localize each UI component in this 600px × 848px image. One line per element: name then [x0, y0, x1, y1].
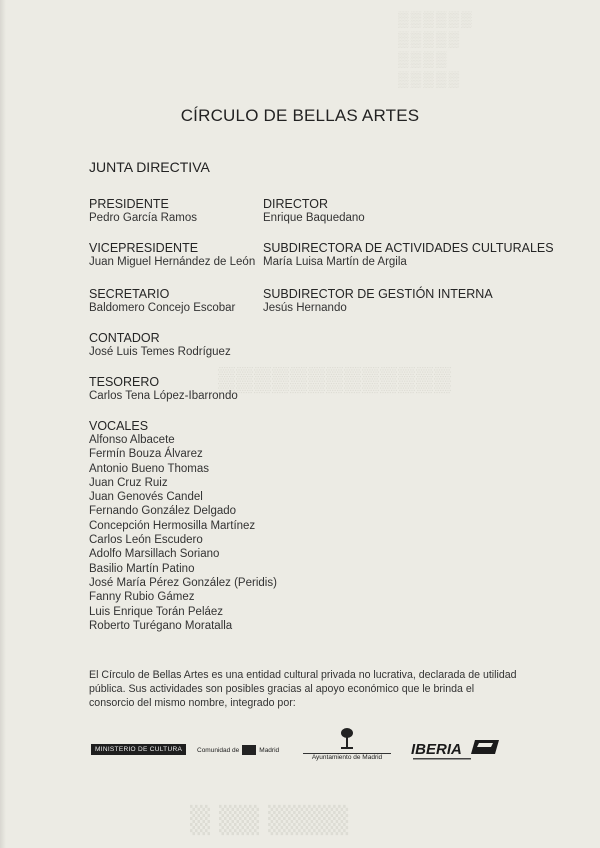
role-label: PRESIDENTE	[89, 197, 169, 211]
list-item: Alfonso Albacete	[89, 434, 175, 446]
footer-paragraph: El Círculo de Bellas Artes es una entidad cultural privada no lucrativa, declarada de utilidad pública. Sus actividades son posibles gracias al apoyo económico que le brinda el consorcio del mismo nombre, integrado por:	[89, 669, 517, 709]
member-name: María Luisa Martín de Argila	[263, 256, 407, 268]
section-heading: JUNTA DIRECTIVA	[89, 159, 210, 175]
vocales-heading: VOCALES	[89, 419, 149, 433]
list-item: Fanny Rubio Gámez	[89, 591, 195, 604]
board-member-subdirector	[263, 287, 493, 315]
member-name: Carlos Tena López-Ibarrondo	[89, 390, 238, 402]
iberia-wordmark-icon	[409, 734, 509, 764]
board-member-tesorero	[89, 375, 238, 403]
board-member-contador	[89, 331, 231, 359]
ghost-heading-bleedthrough: ▒▒▒▒▒▒▒▒▒▒▒▒▒	[218, 366, 453, 393]
list-item: Concepción Hermosilla Martínez	[89, 519, 256, 532]
board-member-secretario	[89, 287, 235, 315]
role-label: CONTADOR	[89, 331, 160, 345]
page-edge-shadow	[0, 0, 6, 848]
comunidad-madrid-logo	[197, 745, 279, 755]
list-item: Fernando González Delgado	[89, 505, 237, 518]
list-item: Luis Enrique Torán Peláez	[89, 605, 224, 618]
list-item: Juan Cruz Ruiz	[89, 476, 168, 489]
board-member-director	[263, 197, 365, 225]
role-label: SUBDIRECTOR DE GESTIÓN INTERNA	[263, 287, 493, 301]
ghost-stamp-bleedthrough: ▒▒▒▒▒▒ ▒▒▒▒▒ ▒▒▒▒ ▒▒▒▒▒	[398, 11, 474, 88]
ayuntamiento-label: Ayuntamiento de Madrid	[311, 754, 383, 761]
role-label: SUBDIRECTORA DE ACTIVIDADES CULTURALES	[263, 241, 554, 255]
member-name: Jesús Hernando	[263, 302, 347, 314]
comunidad-suffix: Madrid	[259, 746, 280, 754]
page-title: CÍRCULO DE BELLAS ARTES	[180, 106, 420, 125]
member-name: Baldomero Concejo Escobar	[89, 302, 236, 314]
role-label: DIRECTOR	[263, 197, 329, 211]
list-item: Adolfo Marsillach Soriano	[89, 548, 220, 561]
comunidad-prefix: Comunidad de	[197, 746, 240, 754]
ghost-footer-bleedthrough: ▒ ▒▒ ▒▒▒▒	[190, 806, 349, 836]
sponsor-logos	[89, 728, 509, 768]
member-name: José Luis Temes Rodríguez	[89, 346, 231, 358]
list-item: José María Pérez González (Peridis)	[89, 576, 277, 589]
vocales-section	[89, 419, 277, 633]
role-label: SECRETARIO	[89, 287, 170, 301]
board-member-presidente	[89, 197, 197, 225]
svg-text:IBERIA: IBERIA	[411, 741, 462, 758]
role-label: VICEPRESIDENTE	[89, 241, 199, 255]
board-member-vicepresidente	[89, 241, 255, 269]
board-member-subdirectora	[263, 241, 554, 269]
ayuntamiento-logo	[303, 728, 391, 761]
vocales-list	[89, 433, 277, 633]
ministerio-logo: MINISTERIO DE CULTURA	[91, 744, 186, 755]
list-item: Antonio Bueno Thomas	[89, 462, 209, 475]
list-item: Fermín Bouza Álvarez	[89, 448, 203, 461]
bear-tree-emblem-icon	[340, 728, 354, 750]
list-item: Carlos León Escudero	[89, 534, 203, 547]
member-name: Enrique Baquedano	[263, 212, 365, 224]
list-item: Juan Genovés Candel	[89, 491, 203, 504]
member-name: Juan Miguel Hernández de León	[89, 256, 256, 268]
iberia-logo	[409, 734, 509, 764]
list-item: Roberto Turégano Moratalla	[89, 619, 233, 632]
role-label: TESORERO	[89, 375, 160, 389]
list-item: Basilio Martín Patino	[89, 562, 195, 575]
comunidad-emblem-icon	[242, 745, 256, 755]
member-name: Pedro García Ramos	[89, 212, 198, 224]
